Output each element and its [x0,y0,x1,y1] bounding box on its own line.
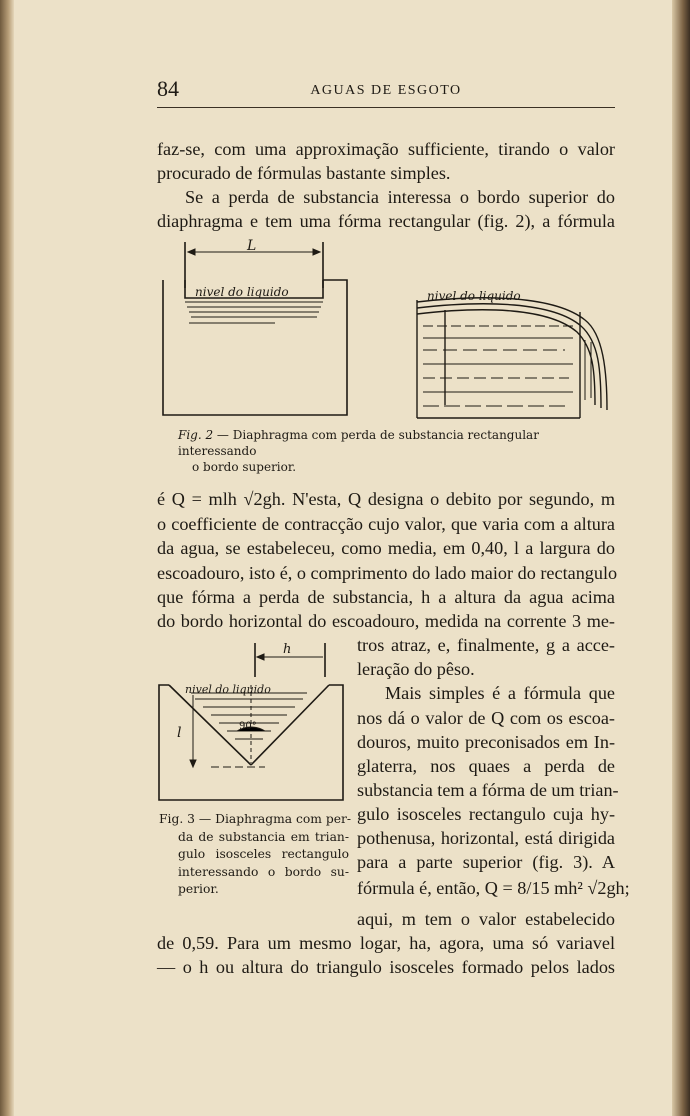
right-column-line: substancia tem a fórma de um trian- [357,780,619,800]
right-column-line: Mais simples é a fórmula que [385,683,615,703]
figure-3-diagram [155,635,355,805]
label-L: L [247,238,257,254]
body-line: de 0,59. Para um mesmo logar, ha, agora, uma só variavel [157,933,615,953]
figure-3-caption-line: da de substancia em trian- [178,829,349,844]
figure-3-caption-line: interessando o bordo su- [178,864,349,879]
figure-2-diagram [155,230,625,425]
body-line: diaphragma e tem uma fórma rectangular (fig. 2), a fórmula [157,211,615,231]
body-line: — o h ou altura do triangulo isosceles formado pelos lados [157,957,615,977]
figure-3-caption-line: gulo isosceles rectangulo [178,847,349,861]
right-column-line: leração do pêso. [357,659,475,679]
right-column-line: pothenusa, horizontal, está dirigida [357,828,615,848]
running-title: AGUAS DE ESGOTO [310,83,462,98]
right-column-line: nos dá o valor de Q com os escoa- [357,708,615,728]
figure-3-caption [159,811,352,899]
figure-2-caption [178,427,618,475]
body-line: é Q = mlh √2gh. N'esta, Q designa o debito por segundo, m [157,489,615,509]
body-line: escoadouro, isto é, o comprimento do lado maior do rectangulo [157,563,618,583]
figure-3-caption-line: Fig. 3 — Diaphragma com per- [159,812,352,826]
handwritten-liquid-level-right: nivel do liquido [427,289,521,303]
body-line: Se a perda de substancia interessa o bordo superior do [185,187,615,207]
right-column-line: douros, muito preconisados em In- [357,732,615,752]
body-line: da agua, se estabeleceu, como media, em 0,40, l a largura do [157,538,615,558]
figure-2-caption-text: — Diaphragma com perda de substancia rectangular interessando [178,428,539,458]
right-column-line: glaterra, nos quaes a perda de [357,756,615,776]
figure-2-caption-text-2: o bordo superior. [192,460,297,474]
label-90-degrees: 90° [239,721,257,732]
handwritten-liquid-level-left: nivel do liquido [195,285,289,299]
label-h: h [283,642,292,657]
page-right-edge [672,0,690,1116]
right-column-line: para a parte superior (fig. 3). A [357,852,615,872]
body-line: procurado de fórmulas bastante simples. [157,163,451,183]
page-left-edge [0,0,14,1116]
body-line: faz-se, com uma approximação sufficiente, tirando o valor [157,139,615,159]
body-line: do bordo horizontal do escoadouro, medida na corrente 3 me- [157,611,615,631]
body-line: o coefficiente de contracção cujo valor, que varia com a altura [157,514,615,534]
body-line: que fórma a perda de substancia, h a altura da agua acima [157,587,615,607]
figure-3-caption-line: perior. [178,882,219,896]
right-column-line: aqui, m tem o valor estabelecido [357,909,615,929]
right-column-formula-line: fórmula é, então, Q = 8/15 mh² √2gh; [357,878,630,898]
right-column-line: gulo isosceles rectangulo cuja hy- [357,804,615,824]
page-number: 84 [157,76,179,101]
handwritten-liquid-level: nivel do liquido [185,683,271,696]
page-header [157,76,615,106]
figure-2-number: Fig. 2 [178,428,214,442]
header-rule [157,107,615,108]
label-l: l [177,725,182,741]
right-column-line: tros atraz, e, finalmente, g a acce- [357,635,615,655]
